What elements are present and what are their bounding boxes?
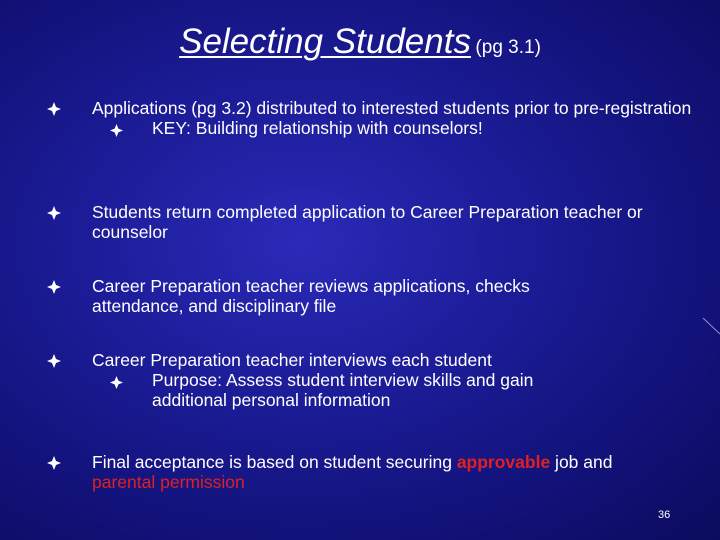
title-reference: (pg 3.1) xyxy=(475,37,541,58)
diamond-bullet-icon xyxy=(110,121,123,134)
highlight-parental-permission: parental permission xyxy=(92,472,245,492)
sub-bullet xyxy=(92,370,612,410)
bullet-text: Final acceptance is based on student securing xyxy=(92,452,457,472)
bullet-text-block xyxy=(92,350,692,410)
bullet-text: Career Preparation teacher reviews applications, checks attendance, and disciplinary file xyxy=(92,276,530,316)
diamond-bullet-icon xyxy=(47,354,61,368)
bullet-text: Applications (pg 3.2) distributed to interested students prior to pre-registration xyxy=(92,98,692,118)
sub-bullet-text: Purpose: Assess student interview skills and gain additional personal information xyxy=(152,370,534,410)
title-main: Selecting Students xyxy=(179,22,471,61)
diamond-bullet-icon xyxy=(47,456,61,470)
bullet-text: job and xyxy=(550,452,613,472)
diamond-bullet-icon xyxy=(47,206,61,220)
diamond-bullet-icon xyxy=(47,102,61,116)
bullet-text: Students return completed application to Career Preparation teacher or counselor xyxy=(92,202,643,242)
sub-bullet xyxy=(92,118,692,138)
bullet-text: Career Preparation teacher interviews each student xyxy=(92,350,492,370)
highlight-approvable: approvable xyxy=(456,452,551,472)
bullet-text-block xyxy=(92,98,692,138)
page-number: 36 xyxy=(658,509,671,521)
diamond-bullet-icon xyxy=(47,280,61,294)
bullet-text-block xyxy=(92,452,662,492)
diamond-bullet-icon xyxy=(110,373,123,386)
sub-bullet-text: KEY: Building relationship with counselors! xyxy=(152,118,483,138)
